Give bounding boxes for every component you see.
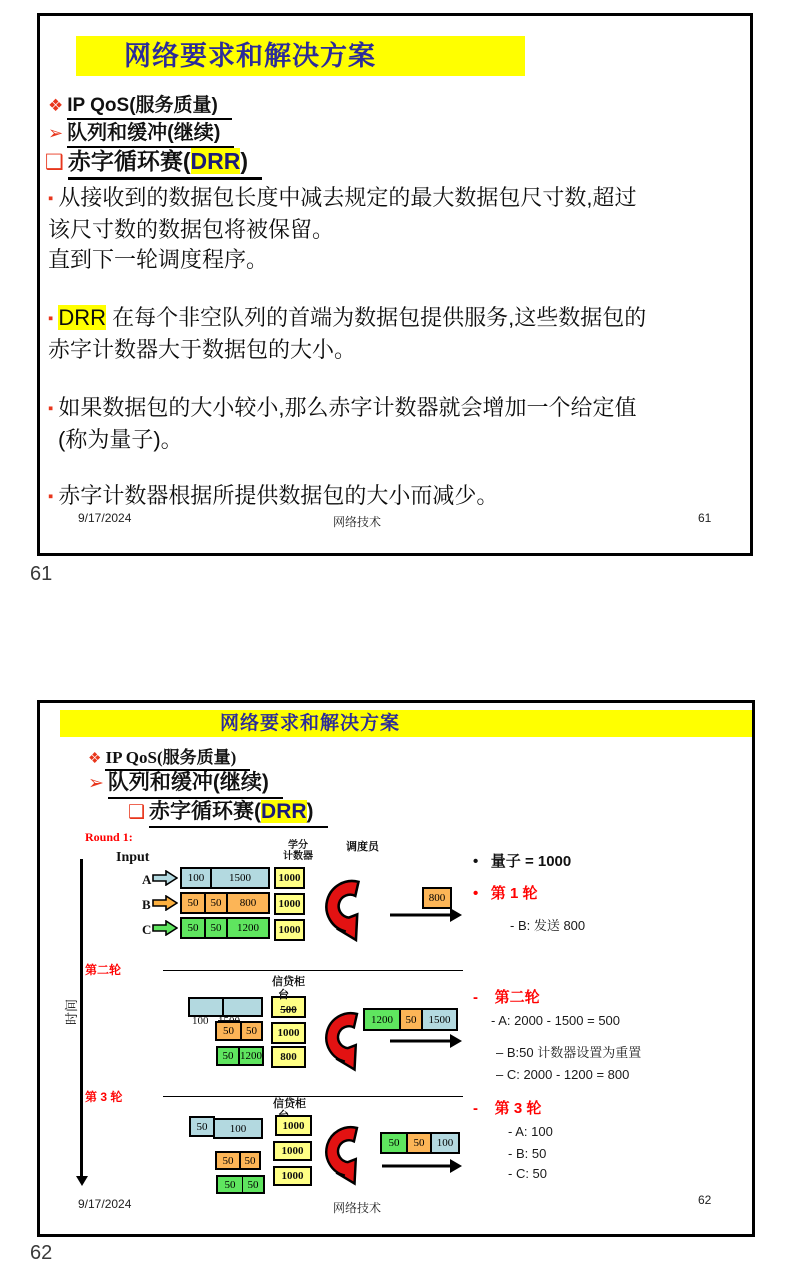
time-axis-label: 时间 — [64, 999, 79, 1026]
credit-counter-label-line2: 计数器 — [283, 851, 313, 862]
heading-drr-text — [149, 795, 328, 828]
packet-cell-empty — [190, 999, 222, 1015]
output-packet — [421, 1008, 458, 1031]
body-line — [48, 301, 646, 332]
scheduler-label: 调度员 — [346, 841, 379, 853]
round2-note-item: – C: 2000 - 1200 = 800 — [496, 1067, 630, 1082]
output-queue-round2 — [363, 1008, 458, 1031]
packet-cell: 100 — [187, 872, 205, 884]
square-list-icon: ▪ — [48, 190, 54, 207]
output-arrow-round2-icon — [390, 1034, 462, 1048]
queue-c-round1 — [180, 917, 270, 939]
heading-queues-text: 队列和缓冲(继续) — [67, 116, 234, 148]
packet-cell: 50 — [204, 894, 226, 912]
timeline-arrowhead-icon — [76, 1176, 88, 1186]
packet-cell: 50 — [388, 1137, 400, 1149]
packet-cell: 50 — [187, 897, 199, 909]
credit-a-round1: 1000 — [274, 867, 305, 889]
round1-note-title — [473, 882, 537, 903]
round1-title-text: 第 1 轮 — [490, 885, 538, 902]
square-bullet-icon: ❑ — [45, 151, 64, 174]
input-arrow-b-icon — [152, 895, 178, 911]
round3-divider — [163, 1096, 463, 1097]
timeline-axis — [80, 859, 83, 1177]
packet-cell: 1500 — [428, 1013, 451, 1026]
body-text: 赤字计数器根据所提供数据包的大小而减少。 — [58, 483, 499, 508]
slide-61 — [37, 13, 753, 556]
packet-cell: 50 — [222, 1154, 234, 1167]
queue-b-label: B — [142, 897, 151, 912]
packet-cell: 50 — [413, 1137, 425, 1149]
heading-drr — [128, 795, 328, 828]
packet-cell: 1200 — [240, 1050, 262, 1062]
round2-title-text: 第二轮 — [494, 989, 540, 1006]
output-queue-round3 — [380, 1132, 460, 1154]
bullet-icon: - — [473, 989, 478, 1006]
body-text: 在每个非空队列的首端为数据包提供服务,这些数据包的 — [106, 305, 647, 330]
body-text: 从接收到的数据包长度中减去规定的最大数据包尺寸数,超过 — [58, 185, 637, 210]
packet-cell: 50 — [239, 1153, 259, 1168]
round2-note-item: – B:50 计数器设置为重置 — [496, 1045, 642, 1060]
output-packet — [399, 1008, 423, 1031]
credit-desk-label: 信贷柜 — [272, 976, 305, 988]
packet-cell: 800 — [428, 892, 446, 904]
footer-date: 9/17/2024 — [78, 511, 132, 525]
credit-counter-label — [283, 840, 313, 862]
queue-c-round3 — [216, 1175, 265, 1194]
heading-drr-highlight: DRR — [261, 800, 307, 823]
queue-c-label: C — [142, 922, 152, 937]
output-packet — [363, 1008, 401, 1031]
scheduler-arrow-icon — [324, 996, 368, 1082]
slide-62 — [37, 700, 755, 1237]
queue-a-value: 100 — [192, 1015, 209, 1027]
credit-a-round3: 1000 — [275, 1115, 312, 1136]
output-arrow-round1-icon — [390, 908, 462, 922]
queue-b-round2 — [215, 1021, 263, 1041]
body-text: 直到下一轮调度程序。 — [48, 247, 269, 272]
packet-cell-empty — [222, 999, 261, 1015]
packet-cell: 50 — [405, 1013, 417, 1026]
output-arrow-round3-icon — [382, 1159, 462, 1173]
packet-cell: 50 — [196, 1120, 208, 1133]
quantum-note — [473, 850, 571, 871]
heading-drr — [45, 143, 262, 180]
body-line — [48, 213, 334, 244]
heading-drr-highlight: DRR — [190, 148, 241, 174]
body-text: 该尺寸数的数据包将被保留。 — [48, 217, 335, 242]
drr-highlight: DRR — [58, 305, 106, 330]
credit-c-round2: 800 — [271, 1046, 306, 1068]
bullet-icon: • — [473, 885, 479, 902]
credit-b-round2: 1000 — [271, 1022, 306, 1044]
packet-cell: 1500 — [210, 869, 268, 887]
footer-page-number: 61 — [698, 511, 712, 525]
body-text: (称为量子)。 — [58, 427, 183, 452]
arrow-bullet-icon: ➢ — [48, 123, 64, 143]
quantum-text: 量子 = 1000 — [490, 853, 572, 870]
packet-cell: 100 — [436, 1137, 454, 1149]
body-line — [48, 391, 636, 422]
heading-ip-qos-text: IP QoS(服务质量) — [105, 743, 250, 771]
footer-date: 9/17/2024 — [78, 1197, 132, 1211]
round1-label: Round 1: — [85, 830, 133, 844]
packet-cell: 50 — [187, 922, 199, 934]
queue-a-round2 — [188, 997, 263, 1017]
round2-note-item: - A: 2000 - 1500 = 500 — [491, 1013, 621, 1028]
heading-ip-qos-text: IP QoS(服务质量) — [67, 90, 232, 120]
diamond-bullet-icon: ❖ — [48, 96, 64, 115]
round3-note-item: - B: 50 — [508, 1146, 547, 1161]
queue-c-round2 — [216, 1046, 264, 1066]
body-text: 赤字计数器大于数据包的大小。 — [48, 337, 357, 362]
round2-divider — [163, 970, 463, 971]
round3-note-item: - A: 100 — [508, 1124, 553, 1139]
queue-b-round1 — [180, 892, 270, 914]
input-arrow-c-icon — [152, 920, 178, 936]
page-number-62: 62 — [30, 1242, 53, 1264]
packet-cell: 1200 — [226, 919, 268, 937]
heading-drr-post: ) — [240, 148, 249, 174]
credit-b-round1: 1000 — [274, 893, 305, 915]
credit-b-round3: 1000 — [273, 1141, 312, 1161]
output-packet — [380, 1132, 408, 1154]
queue-a-round1 — [180, 867, 270, 889]
credit-desk-label-2: 台 — [278, 989, 289, 1001]
body-line — [48, 479, 498, 510]
square-list-icon: ▪ — [48, 400, 54, 417]
input-label: Input — [116, 850, 150, 865]
diamond-bullet-icon: ❖ — [88, 751, 102, 767]
packet-cell: 50 — [222, 1050, 234, 1062]
footer-page-number: 62 — [698, 1193, 712, 1207]
bullet-icon: • — [473, 853, 479, 870]
body-line — [48, 181, 636, 212]
round2-label: 第二轮 — [85, 963, 122, 977]
footer-title: 网络技术 — [333, 515, 382, 529]
slide-62-title: 网络要求和解决方案 — [220, 713, 401, 734]
packet-cell: 800 — [226, 894, 268, 912]
packet-cell: 100 — [229, 1122, 247, 1135]
heading-drr-text — [68, 143, 262, 180]
queue-a-round3-cell2 — [213, 1118, 263, 1139]
credit-c-round1: 1000 — [274, 919, 305, 941]
output-packet — [430, 1132, 460, 1154]
scheduler-arrow-icon — [324, 1110, 368, 1196]
heading-drr-post: ) — [306, 800, 314, 823]
packet-cell: 50 — [224, 1178, 236, 1191]
queue-a-label: A — [142, 872, 152, 887]
heading-drr-pre: 赤字循环赛( — [67, 148, 191, 174]
body-line — [58, 423, 183, 454]
footer-title: 网络技术 — [333, 1201, 382, 1215]
output-packet — [406, 1132, 432, 1154]
bullet-icon: - — [473, 1100, 478, 1117]
queue-b-round3 — [215, 1151, 261, 1170]
slide-61-title-bar — [76, 36, 525, 76]
body-text: 如果数据包的大小较小,那么赤字计数器就会增加一个给定值 — [58, 395, 637, 420]
packet-cell: 1200 — [371, 1013, 393, 1026]
arrow-bullet-icon: ➢ — [88, 773, 104, 794]
credit-a-value: 500 — [280, 1004, 297, 1016]
credit-c-round3: 1000 — [273, 1166, 312, 1186]
square-list-icon: ▪ — [48, 488, 54, 505]
body-line — [48, 243, 268, 274]
square-bullet-icon: ❑ — [128, 802, 146, 823]
square-list-icon: ▪ — [48, 310, 54, 327]
round3-title-text: 第 3 轮 — [494, 1100, 542, 1117]
round3-label: 第 3 轮 — [85, 1090, 123, 1104]
credit-desk-label: 信贷柜 — [273, 1098, 306, 1110]
credit-counter-label-line1: 学分 — [288, 840, 308, 851]
page-number-61: 61 — [30, 563, 53, 585]
body-line — [48, 333, 356, 364]
scheduler-arrow-icon — [324, 859, 370, 957]
slide-62-title-bar — [60, 710, 752, 737]
round1-note-item: - B: 发送 800 — [510, 918, 586, 933]
packet-cell: 50 — [240, 1023, 261, 1039]
output-packet-round1 — [422, 887, 452, 909]
round3-note-title — [473, 1097, 541, 1118]
slide-61-title: 网络要求和解决方案 — [124, 41, 376, 71]
heading-queues-text: 队列和缓冲(继续) — [108, 766, 283, 799]
packet-cell: 50 — [242, 1177, 263, 1192]
packet-cell: 50 — [204, 919, 226, 937]
heading-drr-pre: 赤字循环赛( — [149, 800, 262, 823]
packet-cell: 50 — [223, 1025, 234, 1037]
input-arrow-a-icon — [152, 870, 178, 886]
round3-note-item: - C: 50 — [508, 1166, 548, 1181]
round2-note-title — [473, 986, 540, 1007]
queue-a-round3-cell1 — [189, 1116, 215, 1137]
